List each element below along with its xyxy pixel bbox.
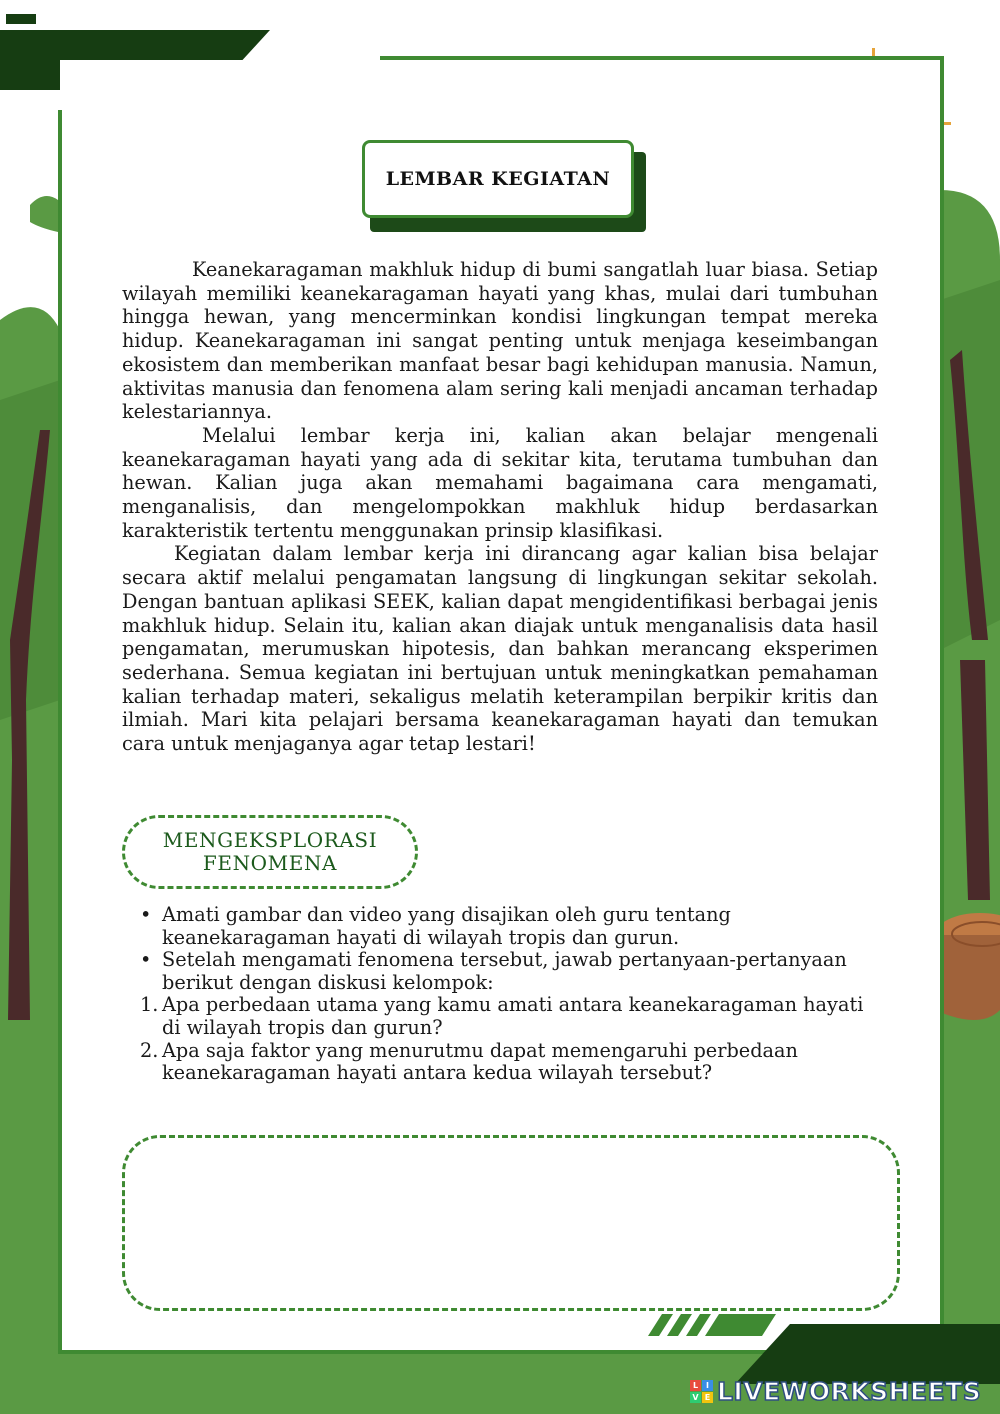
right-tree-icon	[940, 190, 1000, 1030]
intro-text	[122, 258, 878, 756]
list-item-text: Apa saja faktor yang menurutmu dapat memengaruhi perbedaan keanekaragaman hayati antara kedua wilayah tersebut?	[162, 1038, 798, 1085]
bullet-marker: •	[140, 903, 152, 926]
logo-wordmark: LIVEWORKSHEETS	[717, 1376, 982, 1406]
list-item	[140, 994, 880, 1039]
answer-box[interactable]	[122, 1135, 900, 1311]
logo-icon: L I V E	[690, 1380, 713, 1403]
list-item-text: Setelah mengamati fenomena tersebut, jawab pertanyaan-pertanyaan berikut dengan diskusi kelompok:	[162, 948, 847, 994]
list-item	[140, 1040, 880, 1085]
left-tree-icon	[0, 196, 60, 1030]
title-box	[362, 140, 634, 218]
list-item-text: Amati gambar dan video yang disajikan oleh guru tentang keanekaragaman hayati di wilayah tropis dan gurun.	[162, 903, 731, 949]
tree-stump-icon	[935, 913, 1000, 1020]
instruction-list	[140, 904, 880, 1085]
section-label-box	[122, 815, 418, 889]
list-item	[140, 949, 880, 994]
list-item-text: Apa perbedaan utama yang kamu amati antara keanekaragaman hayati di wilayah tropis dan gurun?	[162, 993, 864, 1039]
intro-paragraph-2: Melalui lembar kerja ini, kalian akan belajar mengenali keanekaragaman hayati yang ada di sekitar kita, terutama tumbuhan dan hewan. Kalian juga akan memahami bagaimana cara mengamati, menganalisis, dan mengelompokkan makhluk hidup berdasarkan karakteristik tertentu menggunakan prinsip klasifikasi.	[122, 423, 878, 542]
intro-paragraph-3: Kegiatan dalam lembar kerja ini dirancang agar kalian bisa belajar secara aktif melalui pengamatan langsung di lingkungan sekitar sekolah. Dengan bantuan aplikasi SEEK, kalian dapat mengidentifikasi berbagai jenis makhluk hidup. Selain itu, kalian akan diajak untuk menganalisis data hasil pengamatan, merumuskan hipotesis, dan bahkan merancang eksperimen sederhana. Semua kegiatan ini bertujuan untuk meningkatkan pemahaman kalian terhadap materi, sekaligus melatih keterampilan berpikir kritis dan ilmiah. Mari kita pelajari bersama keanekaragaman hayati dan temukan cara untuk menjaganya agar tetap lestari!	[122, 542, 878, 756]
section-heading: MENGEKSPLORASI FENOMENA	[162, 828, 378, 875]
list-item	[140, 904, 880, 949]
page-title: LEMBAR KEGIATAN	[385, 168, 611, 190]
number-marker: 1.	[140, 993, 159, 1017]
number-marker: 2.	[140, 1038, 159, 1062]
liveworksheets-logo	[690, 1376, 981, 1406]
intro-paragraph-1: Keanekaragaman makhluk hidup di bumi sangatlah luar biasa. Setiap wilayah memiliki keanekaragaman hayati yang khas, mulai dari tumbuhan hingga hewan, yang mencerminkan kondisi lingkungan tempat mereka hidup. Keanekaragaman ini sangat penting untuk menjaga keseimbangan ekosistem dan memberikan manfaat besar bagi kehidupan manusia. Namun, aktivitas manusia dan fenomena alam sering kali menjadi ancaman terhadap kelestariannya.	[122, 258, 878, 424]
bullet-marker: •	[140, 948, 152, 972]
